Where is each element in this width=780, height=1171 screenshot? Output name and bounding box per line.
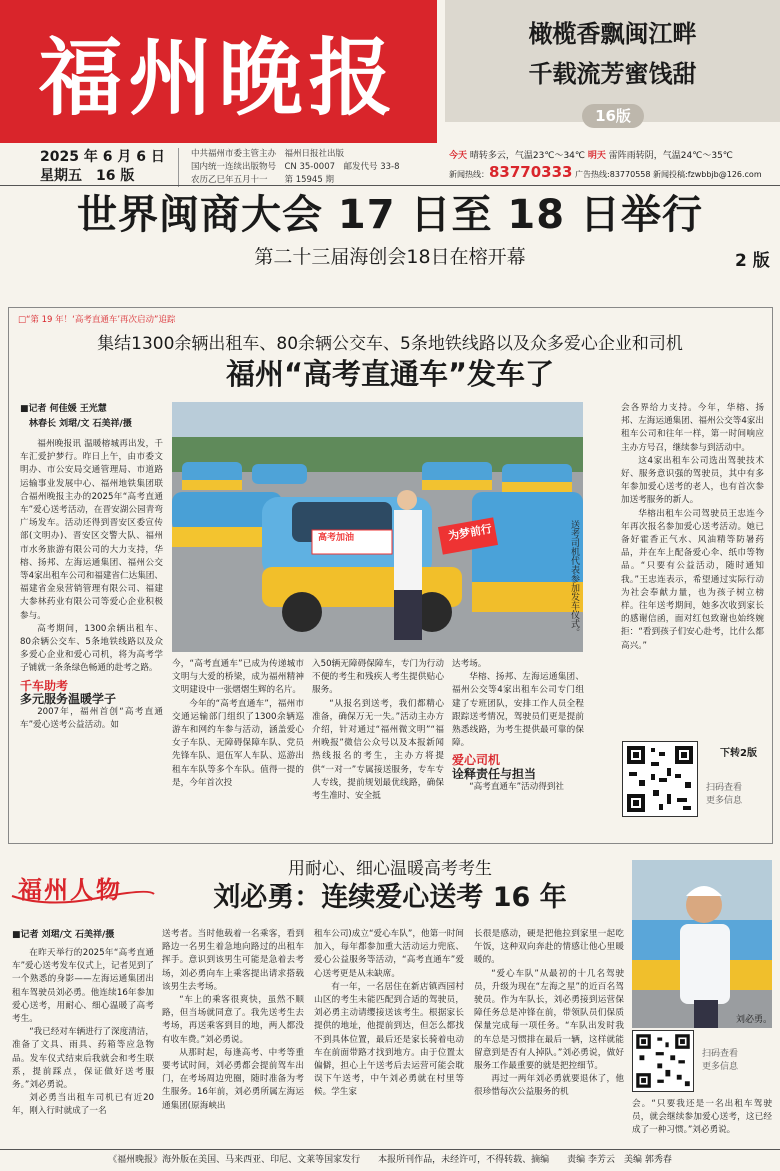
paragraph: 会各界给力支持。今年，华榕、扬邦、左海运通集团、福州公交等4家出租车公司和往年一样，第一时间响应主办方号召，继续参与到活动中。 <box>621 403 764 453</box>
submission-email: 新闻投稿:fzwbbjb@126.com <box>653 170 762 179</box>
paragraph: 入50辆无障碍保障车，专门为行动不便的考生和残疾人考生提供贴心服务。 <box>312 659 444 696</box>
qr-label <box>702 1048 738 1074</box>
qr-label <box>706 782 742 808</box>
story2-column-2 <box>162 928 304 1142</box>
edition-badge: 16版 <box>582 104 644 128</box>
promo-line-2: 千载流芳蜜饯甜 <box>528 59 697 88</box>
paragraph: 再过一两年刘必勇就要退休了，他很珍惜每次公益服务的机 <box>474 1074 624 1098</box>
tomorrow-label: 明天 <box>587 151 606 161</box>
date-block <box>40 148 170 186</box>
footer: 《福州晚报》海外版在美国、马来西亚、印尼、文莱等国家发行 本报所刊作品，未经许可，不得转载、摘编 责编 李芳云 美编 郭秀春 <box>0 1149 780 1170</box>
paragraph: “爱心车队”从最初的十几名驾驶员，升级为现在“左海之星”的近百名驾驶员。作为车队长，刘必勇接到运营保障任务总是冲锋在前，带领队员们保质保量完成每一项任务。“车队出发时我的车总是习惯排在最后一辆，这样就能留意到是否有人掉队。”刘必勇说，做好服务工作最重要的就是把控细节。 <box>474 968 624 1072</box>
story2-overline: 用耐心、细心温暖高考考生 <box>288 859 492 879</box>
byline: ■记者 何佳媛 王光慧 <box>20 404 107 414</box>
paragraph: 租车公司)成立“爱心车队”，他第一时间加入，每年都参加重大活动运力兜底、爱心公益服务等活动，“高考直通车”爱心送考更是从未缺席。 <box>314 929 464 979</box>
main-headline[interactable]: 世界闽商大会 17 日至 18 日举行 <box>76 192 704 238</box>
qr-code[interactable] <box>622 741 698 817</box>
publication-info <box>178 148 440 187</box>
qr-code-icon <box>633 1031 693 1091</box>
paragraph: 从那时起，每逢高考、中考等重要考试时间，刘必勇都会提前驾车出门，在考场周边兜圈，随时准备为考生服务。16年前，刘必勇所属左海运通集团(原海峡出 <box>162 1047 304 1111</box>
photo-illustration <box>172 402 583 652</box>
story-overline: 集结1300余辆出租车、80余辆公交车、5条地铁线路以及众多爱心企业和司机 <box>97 334 683 354</box>
weather-line <box>449 149 780 163</box>
story2-column-5 <box>632 1098 772 1142</box>
banner-text: 为梦前行 <box>447 522 493 543</box>
story2-column-1 <box>12 928 154 1142</box>
paragraph: 会。“只要我还是一名出租车驾驶员，就会继续参加爱心送考，这已经成了一种习惯。”刘必勇说。 <box>632 1099 772 1136</box>
section-subtitle: 诠释责任与担当 <box>452 766 537 781</box>
paragraph: “车上的乘客很爽快，虽然不顺路，但当场就同意了。我先送考生去考场，再送乘客到目的地，两人都没有收车费。”刘必勇说。 <box>162 995 304 1045</box>
story-column-3 <box>312 658 444 834</box>
story-kicker: □“第 19 年！‘高考直通车’再次启动”追踪 <box>18 315 176 325</box>
story2-column-3 <box>314 928 464 1142</box>
news-hotline-number[interactable]: 83770333 <box>489 163 573 181</box>
paragraph: 福州晚报讯 温暖榕城再出发，千车汇爱护梦行。昨日上午，由市委文明办、市公安局交通管理局、市道路运输事业发展中心、福州地铁集团联合福州晚报主办的2025年“高考直通车”爱心送考活动，在晋安湖公园青弯广场发车。活动还得到晋安区委宣传部(文明办)、晋安区交警大队、福州市水务旅游有限公司的大力支持，华榕、扬邦、左海运通集团、福州公交等4家出租车公司和福建省仁达集团、福建省金泉营销管理有限公司、福建大参林药业有限公司等爱心企业积极参与。 <box>20 439 163 621</box>
turn-page-link[interactable]: 下转2版 <box>720 748 757 759</box>
today-weather: 晴转多云，气温23℃～34℃ <box>469 151 586 161</box>
byline: 林春长 刘珺/文 石美祥/摄 <box>20 419 132 429</box>
paragraph: 今，“高考直通车”已成为传递城市文明与大爱的桥梁，成为福州精神文明建设中一张熠熠生辉的名片。 <box>172 659 304 696</box>
paragraph: 华榕、扬邦、左海运通集团、福州公交等4家出租车公司专门组建了专班团队，安排工作人员全程跟踪送考情况，驾驶员们更是提前熟悉线路，为考生提供最可靠的保障。 <box>452 672 584 749</box>
paragraph: 送考者。当时他载着一名乘客，看到路边一名男生着急地向路过的出租车挥手。意识到该男生可能是急着去考场，刘必勇向车上乘客提出请求搭载该男生去考场。 <box>162 929 304 992</box>
taxi-photo[interactable] <box>172 402 583 652</box>
qr-label-line: 更多信息 <box>702 1062 739 1072</box>
paragraph: 有一年，一名居住在新店镇西园村山区的考生未能匹配到合适的驾驶员，刘必勇主动请缨接送该考生。根据家长提供的地址，他提前到达，但怎么都找不到具体位置，最后还是家长骑着电动车在前面带路才找到地方。由于位置太偏僻，担心上午送考后去运营可能会耽误下午送考，中午刘必勇就在村里等候。学生家 <box>314 981 464 1098</box>
portrait-photo[interactable] <box>632 860 772 1028</box>
paragraph: 高考期间，1300余辆出租车、80余辆公交车、5条地铁线路以及众多爱心企业和爱心司机，将为高考学子铺就一条条绿色畅通的赴考之路。 <box>20 623 163 674</box>
paragraph: 刘必勇当出租车司机已有近20年，刚入行时就成了一名 <box>12 1093 154 1117</box>
story-column-4 <box>452 658 584 834</box>
page-reference[interactable]: 2 版 <box>735 251 770 271</box>
sub-headline[interactable]: 第二十三届海创会18日在榕开幕 <box>254 246 526 268</box>
hotline-line <box>449 165 780 182</box>
qr-label-line: 扫码查看 <box>702 1049 739 1059</box>
story2-column-4 <box>474 928 624 1142</box>
divider <box>0 185 780 186</box>
story-column-5 <box>621 402 764 728</box>
today-label: 今天 <box>449 151 468 161</box>
ad-hotline: 广告热线:83770558 <box>575 170 651 179</box>
story-column-1 <box>20 402 163 834</box>
qr-label-line: 扫码查看 <box>706 783 743 793</box>
story-column-2 <box>172 658 304 834</box>
pubinfo-line: 中共福州市委主管主办 福州日报社出版 <box>191 149 345 159</box>
portrait-illustration <box>632 860 772 1028</box>
date-line: 2025 年 6 月 6 日 <box>40 149 165 165</box>
paragraph: “高考直通车”活动得到社 <box>469 781 565 792</box>
paragraph: “我已经对车辆进行了深度清洁，准备了文具、雨具、药箱等应急物品。发车仪式结束后我就会和考生联系，提前踩点，保证做好送考服务。”刘必勇说。 <box>12 1027 154 1091</box>
weekday-line: 星期五 16 版 <box>40 168 135 184</box>
tomorrow-weather: 雷阵雨转阴，气温24℃～35℃ <box>608 151 733 161</box>
paragraph: 2007年，福州首创“高考直通车”爱心送考公益活动。如 <box>20 707 163 731</box>
masthead <box>0 0 437 143</box>
paragraph: “从报名到送考，我们都精心准备，确保万无一失。”活动主办方介绍，针对通过“福州微文明”“福州晚报”微信公众号以及本报新闻热线报名的考生，主办方将提供“一对一”专属接送服务，专车专人专线，提前规划最优线路，确保考生准时、安全抵 <box>312 698 444 802</box>
paragraph: 在昨天举行的2025年“高考直通车”爱心送考发车仪式上，记者见到了一个熟悉的身影——左海运通集团出租车驾驶员刘必勇。他连续16年参加爱心送考，用耐心、细心温暖了高考考生。 <box>12 948 154 1025</box>
promo-line-1: 橄榄香飘闽江畔 <box>528 19 697 48</box>
paragraph: 达考场。 <box>452 659 487 669</box>
newspaper-title: 福州晚报 <box>38 28 399 127</box>
paragraph: 这4家出租车公司选出驾驶技术好、服务意识强的驾驶员，其中有多年参加爱心送考的老人，也有首次参加送考服务的新人。 <box>621 455 764 506</box>
byline: ■记者 刘珺/文 石美祥/摄 <box>12 930 115 940</box>
section-subtitle: 多元服务温暖学子 <box>20 691 117 706</box>
paragraph: 华榕出租车公司驾驶员王忠连今年再次报名参加爱心送考活动。她已备好霍香正气水、风油精等防暑药品，并在车上配备爱心伞、纸巾等物品。“只要有公益活动，随时通知我。”王忠连表示，希望通过实际行动为社会奉献力量，也为孩子树立榜样。往年送考期间，她多次收到家长的感谢信函，面对红包致谢也始终婉拒：“看到孩子们安心赴考，比什么都高兴。” <box>621 508 764 651</box>
pubinfo-line: 国内统一连续出版物号 CN 35-0007 邮发代号 33-8 <box>191 162 400 172</box>
news-hotline-label: 新闻热线： <box>449 170 489 179</box>
photo-caption: 送考司机代表参加发车仪式。 <box>569 520 579 637</box>
portrait-caption: 刘必勇。 <box>736 1015 772 1025</box>
qr-code-icon <box>623 742 697 816</box>
section-subtitle: 爱心司机 <box>452 753 501 768</box>
qr-label-line: 更多信息 <box>706 796 743 806</box>
pubinfo-line: 农历乙巳年五月十一 第 15945 期 <box>191 175 334 185</box>
section-subtitle: 千车助考 <box>20 678 69 693</box>
paragraph: 长很是感动，硬是把他拉到家里一起吃午饭，这种双向奔赴的情感让他心里暖暖的。 <box>474 929 624 966</box>
column-tag-text: 福州人物 <box>18 875 122 904</box>
story-headline[interactable]: 福州“高考直通车”发车了 <box>225 357 555 391</box>
paragraph: 今年的“高考直通车”，福州市交通运输部门组织了1300余辆巡游车和网约车参与活动，涵盖爱心女子车队、无障碍保障车队、党员先锋车队、退伍军人车队、巡游出租车车队等多个车队。值得一提的是，今年首次投 <box>172 698 304 788</box>
qr-code[interactable] <box>632 1030 694 1092</box>
banner-text: 高考加油 <box>318 533 355 543</box>
story2-headline[interactable]: 刘必勇：连续爱心送考 16 年 <box>213 882 567 913</box>
